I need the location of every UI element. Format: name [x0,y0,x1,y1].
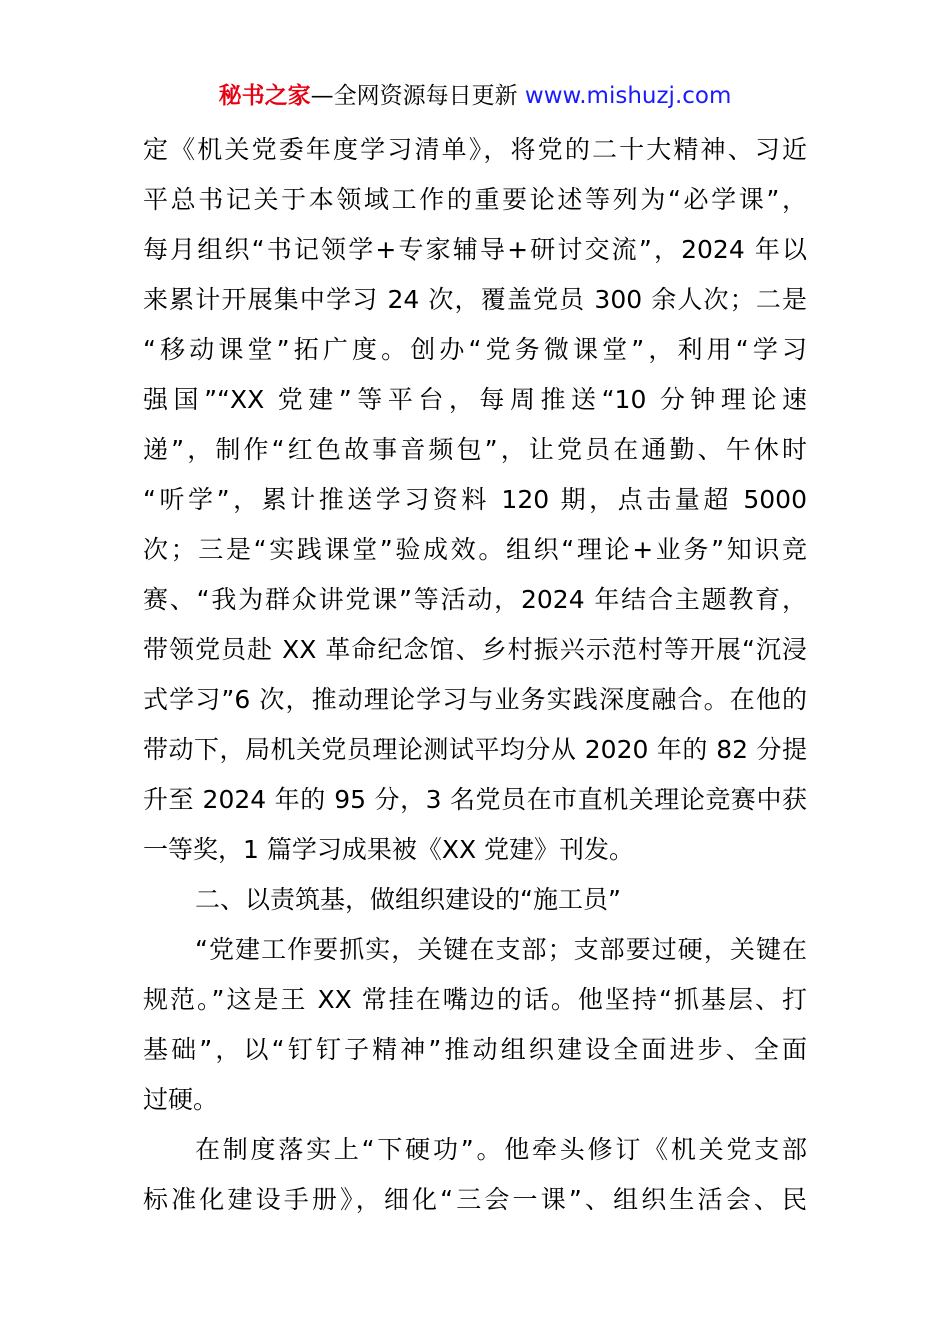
text-line: 规范。”这是王 XX 常挂在嘴边的话。他坚持“抓基层、打 [143,985,807,1014]
text-line: 在制度落实上“下硬功”。他牵头修订《机关党支部 [195,1135,807,1164]
section-heading: 二、以责筑基，做组织建设的“施工员” [195,885,621,914]
text-line: “听学”，累计推送学习资料 120 期，点击量超 5000 [143,485,807,514]
text-line: 带领党员赴 XX 革命纪念馆、乡村振兴示范村等开展“沉浸 [143,635,807,664]
text-line: “移动课堂”拓广度。创办“党务微课堂”，利用“学习 [143,335,807,364]
text-line: 平总书记关于本领域工作的重要论述等列为“必学课”， [143,185,807,214]
site-url[interactable]: www.mishuzj.com [524,83,732,109]
text-line: 升至 2024 年的 95 分，3 名党员在市直机关理论竞赛中获 [143,785,807,814]
text-line: 一等奖，1 篇学习成果被《XX 党建》刊发。 [143,835,635,864]
text-line: 赛、“我为群众讲党课”等活动，2024 年结合主题教育， [143,585,807,614]
text-line: 强国”“XX 党建”等平台，每周推送“10 分钟理论速 [143,385,807,414]
site-brand: 秘书之家 [218,83,311,109]
text-line: “党建工作要抓实，关键在支部；支部要过硬，关键在 [195,935,807,964]
site-tagline: —全网资源每日更新 [310,83,525,109]
text-line: 每月组织“书记领学+专家辅导+研讨交流”，2024 年以 [143,235,807,264]
text-line: 来累计开展集中学习 24 次，覆盖党员 300 余人次；二是 [143,285,807,314]
text-line: 式学习”6 次，推动理论学习与业务实践深度融合。在他的 [143,685,807,714]
text-line: 带动下，局机关党员理论测试平均分从 2020 年的 82 分提 [143,735,807,764]
text-line: 基础”，以“钉钉子精神”推动组织建设全面进步、全面 [143,1035,807,1064]
document-body [143,125,807,1225]
text-line: 过硬。 [143,1085,219,1114]
text-line: 标准化建设手册》，细化“三会一课”、组织生活会、民 [143,1185,807,1214]
site-header [0,80,950,112]
text-line: 递”，制作“红色故事音频包”，让党员在通勤、午休时 [143,435,807,464]
text-line: 定《机关党委年度学习清单》，将党的二十大精神、习近 [143,135,807,164]
text-line: 次；三是“实践课堂”验成效。组织“理论+业务”知识竞 [143,535,807,564]
